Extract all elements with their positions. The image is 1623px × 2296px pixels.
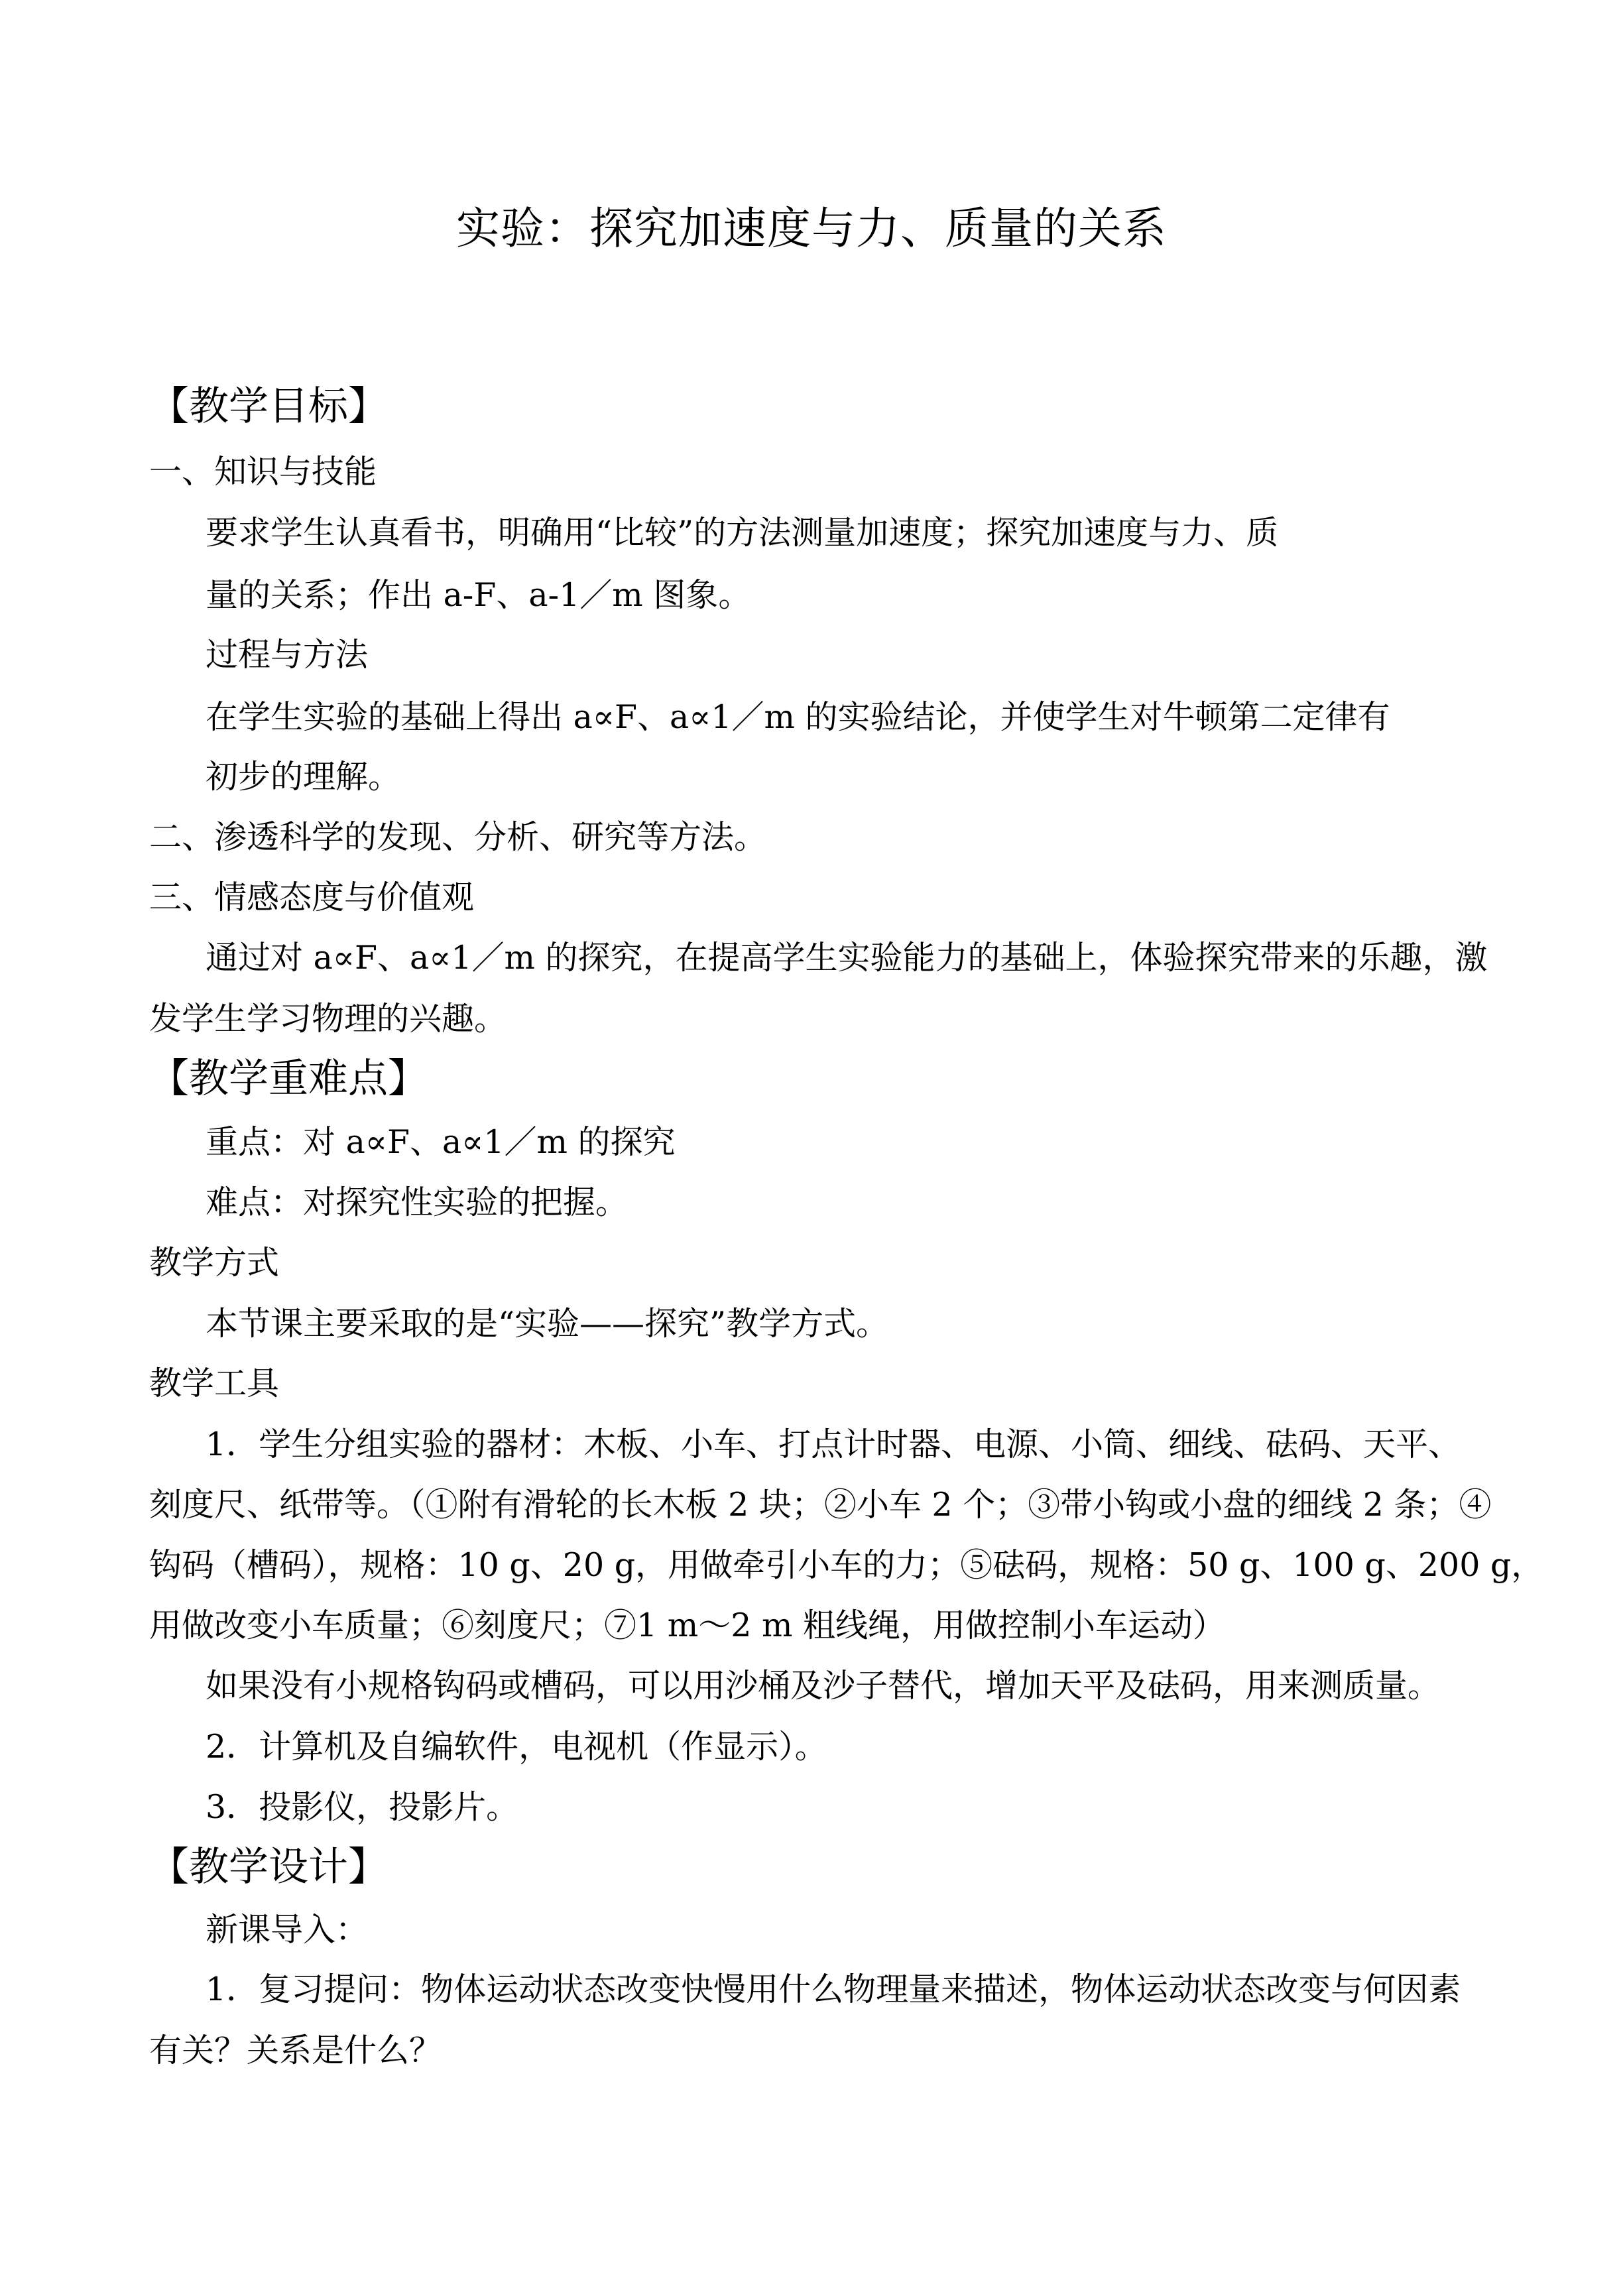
tools-item-1-line-1: 1．学生分组实验的器材：木板、小车、打点计时器、电源、小筒、细线、砝码、天平、	[206, 1425, 1461, 1463]
goal-item-three: 三、情感态度与价值观	[149, 878, 475, 916]
subheading-teaching-method: 教学方式	[149, 1244, 280, 1282]
subheading-teaching-tools: 教学工具	[149, 1364, 280, 1402]
tools-item-1-line-4: 用做改变小车质量；⑥刻度尺；⑦1 m～2 m 粗线绳，用做控制小车运动）	[149, 1606, 1226, 1644]
tools-item-2: 2．计算机及自编软件，电视机（作显示）。	[206, 1728, 827, 1766]
paragraph-emotion-line-1: 通过对 a∝F、a∝1／m 的探究，在提高学生实验能力的基础上，体验探究带来的乐趣，激	[206, 939, 1488, 977]
tools-item-1-line-3: 钩码（槽码），规格：10 g、20 g，用做牵引小车的力；⑤砝码，规格：50 g、100 g、200 g，	[149, 1546, 1544, 1584]
key-point-text: 重点：对 a∝F、a∝1／m 的探究	[206, 1123, 676, 1161]
section-heading-goals: 【教学目标】	[149, 383, 388, 430]
page-title: 实验：探究加速度与力、质量的关系	[456, 203, 1167, 254]
goal-item-two: 二、渗透科学的发现、分析、研究等方法。	[149, 818, 767, 856]
paragraph-knowledge-line-1: 要求学生认真看书，明确用“比较”的方法测量加速度；探究加速度与力、质	[206, 514, 1279, 552]
tools-item-1-line-2: 刻度尺、纸带等。（①附有滑轮的长木板 2 块；②小车 2 个；③带小钩或小盘的细线 2 条；④	[149, 1486, 1492, 1524]
section-heading-key-points: 【教学重难点】	[149, 1056, 428, 1102]
review-question-line-2: 有关？关系是什么？	[149, 2031, 442, 2069]
section-heading-design: 【教学设计】	[149, 1844, 388, 1890]
paragraph-process-line-2: 初步的理解。	[206, 758, 401, 796]
difficult-point-text: 难点：对探究性实验的把握。	[206, 1183, 629, 1221]
paragraph-emotion-line-2: 发学生学习物理的兴趣。	[149, 1000, 507, 1038]
review-question-line-1: 1．复习提问：物体运动状态改变快慢用什么物理量来描述，物体运动状态改变与何因素	[206, 1970, 1461, 2008]
paragraph-process-line-1: 在学生实验的基础上得出 a∝F、a∝1／m 的实验结论，并使学生对牛顿第二定律有	[206, 698, 1390, 736]
subheading-process: 过程与方法	[206, 636, 369, 674]
intro-label: 新课导入：	[206, 1911, 369, 1949]
teaching-method-text: 本节课主要采取的是“实验——探究”教学方式。	[206, 1305, 889, 1343]
tools-item-3: 3．投影仪，投影片。	[206, 1788, 519, 1826]
tools-note: 如果没有小规格钩码或槽码，可以用沙桶及沙子替代，增加天平及砝码，用来测质量。	[206, 1667, 1441, 1705]
paragraph-knowledge-line-2: 量的关系；作出 a-F、a-1／m 图象。	[206, 576, 751, 614]
subheading-knowledge: 一、知识与技能	[149, 453, 377, 491]
